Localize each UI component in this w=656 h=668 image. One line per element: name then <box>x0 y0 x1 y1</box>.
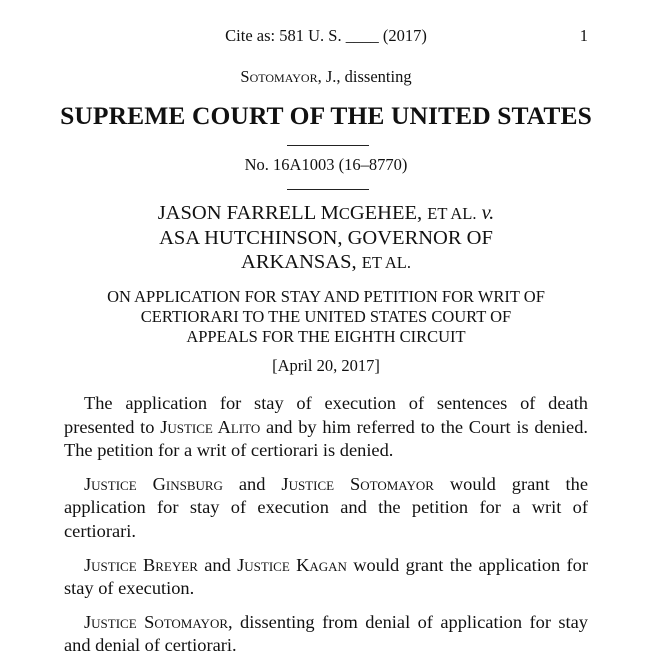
party-name-part: JASON FARRELL M <box>157 202 339 224</box>
docket-number: No. 16A1003 (16–8770) <box>244 155 408 174</box>
divider-rule <box>287 145 369 146</box>
on-application-line: APPEALS FOR THE EIGHTH CIRCUIT <box>186 327 466 346</box>
on-application-line: ON APPLICATION FOR STAY AND PETITION FOR WRIT OF <box>107 287 545 306</box>
parties-line-1 <box>64 201 588 226</box>
running-head-author: Sotomayor <box>240 67 318 86</box>
page-number: 1 <box>579 26 588 45</box>
on-application <box>64 287 588 347</box>
parties-line-2: ASA HUTCHINSON, GOVERNOR OF <box>159 227 493 249</box>
et-al: ET AL. <box>427 204 477 223</box>
justice-name: Justice Sotomayor <box>281 473 434 494</box>
versus: v. <box>476 202 495 224</box>
paragraph-2: Justice Ginsburg and Justice Sotomayor would grant the application for stay of execution and the petition for a writ of certiorari. <box>64 473 588 541</box>
page-header <box>64 26 588 48</box>
paragraph-1: The application for stay of execution of sentences of death presented to Justice Alito and by him referred to the Court is denied. The petition for a writ of certiorari is denied. <box>64 393 588 461</box>
running-head <box>64 67 588 87</box>
running-head-suffix: , J., dissenting <box>317 67 412 86</box>
on-application-line: CERTIORARI TO THE UNITED STATES COURT OF <box>140 307 512 326</box>
party-name-part: GEHEE, <box>349 202 428 224</box>
paragraph-3: Justice Breyer and Justice Kagan would grant the application for stay of execution. <box>64 554 588 599</box>
paragraph-4: Justice Sotomayor, dissenting from denial of application for stay and denial of certiorari. <box>64 611 588 656</box>
justice-name: Justice Sotomayor <box>84 611 229 632</box>
party-name-part: ARKANSAS, <box>241 251 362 273</box>
divider-rule <box>287 189 369 190</box>
justice-name: Justice Kagan <box>237 554 347 575</box>
justice-name: Justice Breyer <box>84 554 198 575</box>
citation: Cite as: 581 U. S. ____ (2017) <box>225 26 427 45</box>
parties-line-3 <box>64 250 588 275</box>
court-title: SUPREME COURT OF THE UNITED STATES <box>60 101 592 130</box>
opinion-body <box>64 392 588 668</box>
decision-date: [April 20, 2017] <box>272 356 380 375</box>
justice-name: Justice Alito <box>160 416 261 437</box>
justice-name: Justice Ginsburg <box>84 473 223 494</box>
party-name-part: C <box>338 204 350 223</box>
et-al: ET AL. <box>361 253 411 272</box>
case-parties <box>64 201 588 275</box>
